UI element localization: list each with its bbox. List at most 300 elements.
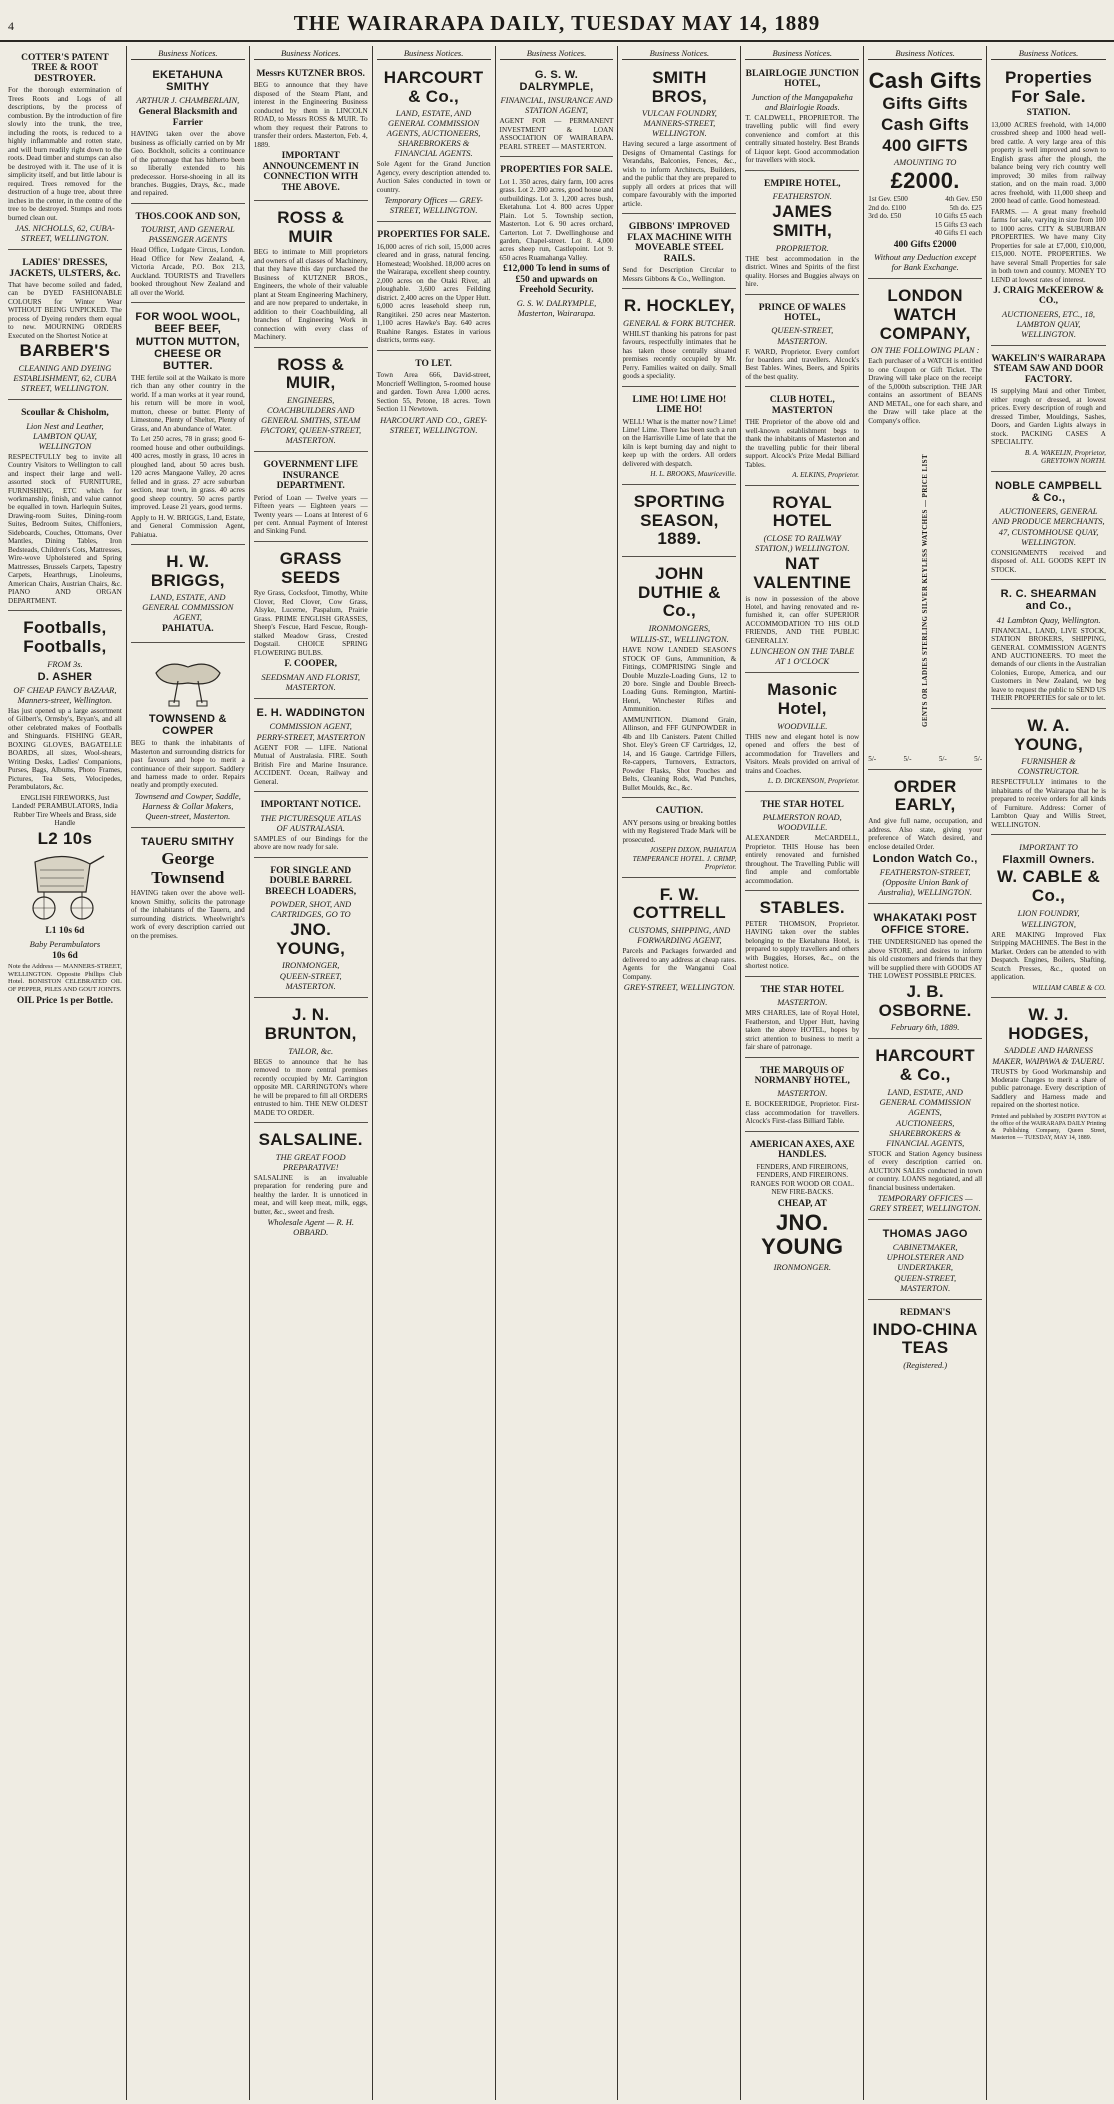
column-header: Business Notices. xyxy=(254,48,368,60)
ad-subtitle: (CLOSE TO RAILWAY STATION,) WELLINGTON. xyxy=(755,533,850,554)
ad-list: ENGLISH FIREWORKS, Just Landed! PERAMBULATORS, India Rubber Tire Wheels and Brass, side Handle xyxy=(11,793,118,828)
ad-subtitle-2: AUCTIONEERS, SHAREBROKERS & FINANCIAL AGENTS, xyxy=(886,1117,965,1148)
printer-imprint: Printed and published by JOSEPH PAYTON at the office of the WAIRARAPA DAILY Printing & Publishing Company, Queen Street, Masterton — TUESDAY, MAY 14, 1889. xyxy=(991,1113,1106,1142)
ad-body: HAVE NOW LANDED SEASON'S STOCK OF Guns, Ammunition, & Fittings, COMPRISING Single and Double Muzzle-Loading Guns, 12 to 20 bore. Single and Double Breech-Loading Guns. Remington, Martini-Henri, Winchester Rifles and Ammunition. xyxy=(622,646,737,714)
column-header: Business Notices. xyxy=(868,48,982,60)
ad-name: BARBER'S xyxy=(19,341,111,361)
ad-name: W. CABLE & Co., xyxy=(996,867,1101,905)
ad-role: General Blacksmith and Farrier xyxy=(138,107,238,128)
ad-subtitle: ENGINEERS, COACHBUILDERS AND GENERAL SMITHS, STEAM FACTORY, QUEEN-STREET, MASTERTON. xyxy=(260,395,362,446)
ad-title: SMITH BROS, xyxy=(651,68,708,106)
ad-name: J. CRAIG McKEEROW & CO., xyxy=(993,286,1104,307)
ad-body: BEG to thank the inhabitants of Masterton and surrounding districts for past favours and hope to merit a continuance of their support. Saddlery and harness made to order. Repairs neatly and promptly executed. xyxy=(130,739,245,790)
ad-brunton-tailor xyxy=(254,1001,368,1123)
ad-harcourt-properties xyxy=(377,225,491,350)
ad-title: J. N. BRUNTON, xyxy=(264,1005,357,1044)
column-header: Business Notices. xyxy=(745,48,859,60)
newspaper-title: THE WAIRARAPA DAILY, TUESDAY MAY 14, 1889 xyxy=(293,11,821,35)
ad-subtitle: AUCTIONEERS, GENERAL AND PRODUCE MERCHANTS, xyxy=(992,505,1105,526)
ad-oil-price: OIL Price 1s per Bottle. xyxy=(16,995,113,1006)
ad-body: E. BOCKEERIDGE, Proprietor. First-class accommodation for travellers. Alcock's First-class Billiard Table. xyxy=(745,1100,860,1126)
ad-signature: JOSEPH DIXON, PAHIATUA TEMPERANCE HOTEL. J. CRIMP, Proprietor. xyxy=(632,846,737,872)
ad-title: GOVERNMENT LIFE INSURANCE DEPARTMENT. xyxy=(263,460,358,492)
ad-body: THIS new and elegant hotel is now opened and offers the best of accommodation for Travellers and Visitors. Meals provided on arrival of trains and Coaches. xyxy=(745,732,860,775)
ad-prince-of-wales xyxy=(745,298,859,388)
ad-title: SPORTING SEASON, 1889. xyxy=(633,491,725,549)
ad-london-watch xyxy=(868,282,982,769)
ad-title: F. W. COTTRELL xyxy=(632,884,726,923)
ad-title: Footballs, Footballs, xyxy=(23,618,107,656)
ad-government-life xyxy=(254,455,368,542)
ad-body: THE fertile soil at the Waikato is more rich than any other country in the world. If a man works at it year round, his return will be more in wool, mutton, cheese or butter. Plenty of Limestone, Plenty of Shelter, Plenty of Grass, and An abundance of Water. xyxy=(130,373,245,433)
ad-title: TAUERU SMITHY xyxy=(141,836,235,849)
ad-empire-hotel xyxy=(745,174,859,295)
ad-body: HAVING taken over the above well-known Smithy, solicits the patronage of the inhabitants of the Taueru, and surrounding districts. Wheelwright's work of every description carried out on the premises. xyxy=(130,889,245,940)
ad-picturesque-atlas xyxy=(254,795,368,857)
gift-amount: £2000. xyxy=(890,168,960,194)
ad-footballs xyxy=(8,614,122,1013)
ad-title: WAKELIN'S WAIRARAPA STEAM SAW AND DOOR FACTORY. xyxy=(991,353,1106,385)
gift-row: 15 Gifts £3 each xyxy=(934,220,983,229)
ad-subtitle: LAND, ESTATE, AND GENERAL COMMISSION AGENT, xyxy=(142,592,234,623)
ad-title: THOS.COOK AND SON, xyxy=(135,211,241,222)
price-cell: 5/- xyxy=(974,755,983,764)
ad-title: THE STAR HOTEL xyxy=(760,984,844,995)
ad-title: BLAIRLOGIE JUNCTION HOTEL, xyxy=(745,69,859,90)
ad-townsend-cowper xyxy=(131,646,245,828)
column-2 xyxy=(127,46,250,2100)
ad-role: IRONMONGER. xyxy=(773,1261,831,1272)
ad-thomas-jago xyxy=(868,1223,982,1300)
ad-body: SALSALINE is an invaluable preparation for rendering pure and healthy the larder. It is unnoticed in meat, and will keep meat, milk, eggs, butter, &c., sweet and fresh. xyxy=(253,1173,368,1216)
ad-body: BEG to announce that they have disposed of the Steam Plant, and interest in the Engineering Business conducted by them in LINCOLN ROAD, to Messrs ROSS & MUIR. To whom they request their Patrons to transfer their orders. Masterton, Feb. 4, 1889. xyxy=(253,81,368,149)
ad-subtitle: TAILOR, &c. xyxy=(288,1045,334,1056)
saddle-illustration xyxy=(131,653,245,709)
ad-title: EMPIRE HOTEL, xyxy=(764,178,841,189)
ad-body: Head Office, Ludgate Circus, London. Head Office for New Zealand, 4, Victoria Arcade, P.O. Box 213, Auckland. TOURISTS and Travellers booked throughout New Zealand and all over the World. xyxy=(130,246,245,297)
ad-body: WELL! What is the matter now? Lime! Lime! Lime. There has been such a run on the Harrisville Lime of late that the kiln is kept burning day and night to keep up with the orders. All orders delivered with despatch. xyxy=(622,417,737,468)
amount-label: AMOUNTING TO xyxy=(893,157,957,168)
ad-subtitle: Junction of the Mangapakeha and Blairlogie Roads. xyxy=(751,91,853,112)
column-9 xyxy=(987,46,1110,2100)
ad-gibbons-flax xyxy=(622,217,736,289)
ad-notice: IMPORTANT ANNOUNCEMENT IN CONNECTION WITH THE ABOVE. xyxy=(262,151,359,193)
ad-sporting-season xyxy=(622,488,736,557)
ad-title: THE MARQUIS OF NORMANBY HOTEL, xyxy=(754,1065,850,1087)
ad-title: PRINCE OF WALES HOTEL, xyxy=(758,302,846,324)
ad-address: QUEEN-STREET, MASTERTON. xyxy=(279,971,342,992)
ad-eketahuna-smithy xyxy=(131,64,245,204)
ad-place: PAHIATUA. xyxy=(162,624,214,635)
newspaper-columns xyxy=(4,46,1110,2100)
ad-cash-gifts xyxy=(868,64,982,279)
ad-subtitle: STATION. xyxy=(1026,108,1071,119)
ad-harcourt-2 xyxy=(868,1042,982,1220)
ad-body: RESPECTFULLY beg to invite all Country Visitors to Wellington to call and inspect their large and well-assorted stock of FURNITURE, FURNISHING, ETC which for workmanship, finish, and value cannot be equalled in town. Harlequin Suites, Drawing-room Suites, Dining-room Suites, Bedroom Suites, Chiffoniers, Sideboards, Couches, Ottomans, Over Mantles, Dining Tables, Iron Bedsteads, Children's Cots, Mattresses, Wire-wove Upholstered and Spring Mattresses, Brussels Carpets, Tapestry Carpets, Hearthrugs, Linoleums, American Chairs, Austrian Chairs, &c. PIANO AND ORGAN DEPARTMENT. xyxy=(8,452,122,605)
column-6 xyxy=(618,46,741,2100)
ad-order-early xyxy=(868,773,982,904)
ad-name: JNO. YOUNG xyxy=(761,1210,844,1260)
gift-row: 1st Gev. £500 4th Gev. £50 xyxy=(868,195,983,204)
ad-masonic-hotel xyxy=(745,676,859,791)
ad-title: H. W. BRIGGS, xyxy=(150,552,225,590)
ad-body: SAMPLES of our Bindings for the above are now ready for sale. xyxy=(253,834,368,852)
ad-wakelin-sawmill xyxy=(991,349,1106,472)
ad-body: Town Area 666, David-street, Moncrieff Wellington, 5-roomed house and garden. Town Area 1,000 acres. Section 55, Petone, 18 acres. Town Section 11 Newtown. xyxy=(376,371,491,414)
ad-name: D. ASHER xyxy=(37,670,93,683)
ad-address: TEMPORARY OFFICES — GREY STREET, WELLINGTON. xyxy=(869,1193,981,1214)
ad-body: T. CALDWELL, PROPRIETOR. The travelling public will find every convenience and comfort at this centrally situated hostelry. Best Brands of Liquor kept. Good accommodation for travellers with stock. xyxy=(745,113,860,165)
ad-subtitle: MASTERTON. xyxy=(777,997,828,1008)
ad-subtitle: Lion Nest and Leather, LAMBTON QUAY, WELLINGTON xyxy=(26,420,104,451)
ad-dalrymple-properties xyxy=(500,160,614,324)
ad-name: NAT VALENTINE xyxy=(753,554,852,592)
ad-title: EKETAHUNA SMITHY xyxy=(152,69,224,94)
column-header: Business Notices. xyxy=(500,48,614,60)
ad-flaxmill-owners xyxy=(991,838,1106,998)
gift-list xyxy=(868,195,982,237)
ad-title: TOWNSEND & COWPER xyxy=(148,712,227,737)
gift-count: 400 GIFTS xyxy=(882,135,969,155)
ad-body: ALEXANDER McCARDELL, Proprietor. THIS House has been entirely renovated and furnished throughout. The Travelling Public will find ample and comfortable accommodation. xyxy=(745,834,860,885)
ad-briggs xyxy=(131,548,245,643)
price-list-text: GENTS OR LADIES STERLING SILVER KEYLESS WATCHES — PRICE LIST xyxy=(920,453,929,727)
ad-note: Apply to H. W. BRIGGS, Land, Estate, and General Commission Agent, Pahiatua. xyxy=(130,513,245,539)
ad-address: Temporary Offices — GREY-STREET, WELLINGTON. xyxy=(384,195,483,216)
ad-footer: Note the Address — MANNERS-STREET, WELLINGTON. Opposite Phillips Club Hotel. BONISTON CELEBRATED OIL OF PEPPER, PILES AND GOUT JOINTS. xyxy=(8,963,122,994)
ad-subtitle: INDO-CHINA TEAS xyxy=(872,1319,978,1358)
ad-role: LION FOUNDRY, xyxy=(1017,907,1080,918)
ad-shearman xyxy=(991,583,1106,709)
ad-body: 16,000 acres of rich soil, 15,000 acres cleared and in grass, natural fencing. Homestead; Woolshed. 18,000 acres on the Wairarapa, excellent sheep country. 2,000 acres on the Otaki River, all ploughable. 3,600 acres Feilding district. 2,400 acres on the Upper Hutt. 6,000 acres leasehold sheep run, Rangitikei. 250 acres near Masterton. 1,100 acres Hawke's Bay. 640 acres Ruahine Ranges. Estates in various districts, terms easy. xyxy=(376,242,491,345)
ad-star-hotel-woodville xyxy=(745,795,859,891)
ad-body: Parcels and Packages forwarded and delivered to any address at cheap rates. Agents for the Wanganui Coal Company. xyxy=(622,947,737,981)
column-1 xyxy=(4,46,127,2100)
ad-thos-cook xyxy=(131,207,245,303)
ad-body: is now in possession of the above Hotel, and having renovated and re-furnished it, can offer SUPERIOR ACCOMMODATION TO HIS OLD FRIENDS, AND THE PUBLIC GENERALLY. xyxy=(745,594,860,645)
ad-tree-destroyer xyxy=(8,48,122,250)
column-4 xyxy=(373,46,496,2100)
ad-notes: FARMS. — A great many freehold farms for sale, varying in size from 100 to 1000 acres. CITY & SUBURBAN PROPERTIES. We have many City Properties for sale at £7,000, £10,000, £15,000. NOTE. PROPERTIES. We have several Small Properties for sale in both town and country. MONEY TO LEND at lowest rates of interest. xyxy=(991,207,1106,284)
ad-body: FENDERS, AND FIREIRONS, FENDERS, AND FIREIRONS. RANGES FOR WOOD OR COAL. NEW FIRE-BACKS. xyxy=(750,1162,855,1197)
ad-subtitle: MASTERTON. xyxy=(777,1088,828,1099)
ad-title: NOBLE CAMPBELL & Co., xyxy=(995,479,1102,504)
ad-subtitle: ON THE FOLLOWING PLAN : xyxy=(870,345,980,356)
ad-title: JOHN DUTHIE & Co., xyxy=(638,563,721,621)
ad-title: HARCOURT & Co., xyxy=(875,1046,975,1084)
ad-price-3: L1 10s 6d xyxy=(45,926,85,937)
ad-title: LIME HO! LIME HO! LIME HO! xyxy=(632,394,727,416)
ad-subtitle: IRONMONGERS, xyxy=(648,623,711,634)
price-cell: 5/- xyxy=(938,755,947,764)
ad-blairlogie-hotel xyxy=(745,64,859,171)
ad-subtitle: OF CHEAP FANCY BAZAAR, Manners-street, Wellington. xyxy=(13,684,117,705)
price-row xyxy=(868,755,982,763)
ad-role: PROPRIETOR. xyxy=(775,242,829,253)
ad-subtitle: VULCAN FOUNDRY, MANNERS-STREET, WELLINGTON. xyxy=(641,108,717,139)
ad-subtitle: PALMERSTON ROAD, WOODVILLE. xyxy=(762,812,842,833)
ad-title: W. J. HODGES, xyxy=(1008,1005,1089,1043)
ad-footer: HARCOURT AND CO., GREY-STREET, WELLINGTON. xyxy=(380,414,488,435)
ad-noble-campbell xyxy=(991,475,1106,581)
ad-title: PROPERTIES FOR SALE. xyxy=(500,165,613,176)
ad-body: FINANCIAL, LAND, LIVE STOCK, STATION BROKERS, SHIPPING, GENERAL COMMISSION AGENTS AND AUCTIONEERS. TO meet the demands of our clients in the Australian Colonies, Europe, America, and our Customers in New Zealand, we beg leave to request the public to SEND US THEIR PROPERTIES for sale or to let. xyxy=(991,626,1106,703)
ad-body: BEG to intimate to Mill proprietors and owners of all classes of Machinery, that they have this day purchased the Business of KUTZNER BROS., Engineers, the whole of their valuable plant at Steam Engineering Machinery, and are now prepared to undertake, in addition to their Coachbuilding, all branches of Engineering Work in connection with every class of Machinery. xyxy=(253,248,368,342)
ad-body: AGENT FOR — PERMANENT INVESTMENT & LOAN ASSOCIATION OF WAIRARAPA. PEARL STREET — MASTERTON. xyxy=(499,117,614,151)
ad-name: JNO. YOUNG, xyxy=(276,920,346,958)
ad-footer: Townsend and Cowper, Saddle, Harness & Collar Makers, Queen-street, Masterton. xyxy=(134,790,241,821)
ad-smith-bros xyxy=(622,64,736,214)
ad-title: Properties For Sale. xyxy=(1005,68,1093,106)
ad-subtitle: Flaxmill Owners. xyxy=(1002,854,1095,867)
ad-ross-muir-factory xyxy=(254,351,368,452)
ad-title: FOR WOOL WOOL, BEEF BEEF, MUTTON MUTTON, CHEESE OR BUTTER. xyxy=(135,311,241,372)
column-8 xyxy=(864,46,987,2100)
ad-title: SALSALINE. xyxy=(258,1130,363,1150)
ad-body: Each purchaser of a WATCH is entitled to one Coupon or Gift Ticket. The Drawing will take place on the receipt of the 5,000th subscription. THE JAR contains an assortment of BEANS AND METAL, one for each share, and the Draw will take place at the Company's office. xyxy=(868,357,983,425)
ad-name: F. COOPER, xyxy=(284,659,338,670)
ad-subtitle: TOURIST, AND GENERAL PASSENGER AGENTS xyxy=(140,224,235,245)
ad-body: IS supplying Maui and other Timber, either rough or dressed, at lowest prices. Every description of rough and dressed Timber, Mouldings, Sashes, Doors, and Garden Lights always in stock. PACKING CASES A SPECIALITY. xyxy=(991,387,1106,447)
ad-address: QUEEN-STREET, MASTERTON. xyxy=(894,1273,957,1294)
ad-title: IMPORTANT NOTICE. xyxy=(260,800,361,811)
ad-signature: WILLIAM CABLE & CO. xyxy=(1032,983,1106,992)
ad-address: PERRY-STREET, MASTERTON xyxy=(256,731,365,742)
gift-row: 2nd do. £100 5th do. £25 xyxy=(868,203,983,212)
ad-body: ANY persons using or breaking bottles with my Registered Trade Mark will be prosecuted. xyxy=(622,818,737,844)
ad-address: CLEANING AND DYEING ESTABLISHMENT, 62, CUBA STREET, WELLINGTON. xyxy=(13,363,117,394)
ad-subtitle: THE GREAT FOOD PREPARATIVE! xyxy=(275,1151,346,1172)
ad-footer: £12,000 To lend in sums of £50 and upwards on Freehold Security. xyxy=(503,264,610,296)
ad-title: Scoullar & Chisholm, xyxy=(21,408,109,419)
ad-title: ORDER EARLY, xyxy=(893,776,957,815)
ad-body: Period of Loan — Twelve years — Fifteen years — Eighteen years — Twenty years — Loans at Interest of 6 per cent. Annual Payment of Interest and Sinking Fund. xyxy=(253,493,368,536)
ad-ross-muir xyxy=(254,204,368,348)
ad-address: WELLINGTON, xyxy=(1021,918,1076,929)
column-header: Business Notices. xyxy=(377,48,491,60)
ad-title: FOR SINGLE AND DOUBLE BARREL BREECH LOADERS, xyxy=(265,865,357,897)
masthead xyxy=(0,0,1114,42)
ad-harcourt-to-let xyxy=(377,354,491,441)
ad-properties-for-sale xyxy=(991,64,1106,346)
ad-star-hotel-masterton xyxy=(745,980,859,1058)
ad-body: And give full name, occupation, and address. Also state, giving your preference of Watch desired, and enclose detailed Order. xyxy=(868,817,983,851)
ad-title: STABLES. xyxy=(759,898,845,918)
perambulator-illustration xyxy=(8,852,122,922)
ad-signature: L. D. DICKENSON, Proprietor. xyxy=(767,777,860,786)
ad-date: February 6th, 1889. xyxy=(890,1022,960,1033)
ad-hockley xyxy=(622,292,736,387)
price-cell: 5/- xyxy=(868,755,877,764)
ad-title-2: Gifts Gifts xyxy=(882,94,968,114)
ad-body: STOCK and Station Agency business of every description carried on. AUCTION SALES conducted in town or country. LOANS negotiated, and all financial business undertaken. xyxy=(868,1149,983,1192)
ad-title: ROSS & MUIR xyxy=(277,208,345,246)
ad-wool-beef xyxy=(131,306,245,545)
ad-title-3: Cash Gifts xyxy=(881,114,970,134)
ad-subtitle: GENERAL & FORK BUTCHER. xyxy=(623,317,736,328)
column-3 xyxy=(250,46,373,2100)
ad-body: TRUSTS by Good Workmanship and Moderate Charges to merit a share of public patronage. Every description of Saddlery and Harness made and repaired on the shortest notice. xyxy=(991,1067,1106,1110)
ad-subtitle: LAND, ESTATE, AND GENERAL COMMISSION AGENTS, AUCTIONEERS, SHAREBROKERS & FINANCIAL AGENTS. xyxy=(386,108,481,159)
ad-list: AMMUNITION. Diamond Grain, Allinson, and FFF GUNPOWDER in 4lb and 1lb Canisters. Patent Chilled Shot. Eley's Green CF Cartridges, 12, 14, and 16 Gauge. Cartridge Fillers, Re-cappers, Turnovers, Extractors, Powder Flasks, Shot Pouches and Belts, Cleaning Rods, Wad Punches, Bullet Moulds, &c., &c. xyxy=(622,715,737,792)
ad-title: GIBBONS' IMPROVED FLAX MACHINE WITH MOVEABLE STEEL RAILS. xyxy=(627,222,732,264)
ad-price: FROM 3s. xyxy=(47,658,83,669)
ad-body: THE best accommodation in the district. Wines and Spirits of the first quality. Horses and Buggies always on hire. xyxy=(745,254,860,289)
ad-body: Send for Description Circular to Messrs Gibbons & Co., Wellington. xyxy=(622,266,737,283)
ad-address: SEEDSMAN AND FLORIST, MASTERTON. xyxy=(261,671,361,692)
ad-name: ARTHUR J. CHAMBERLAIN, xyxy=(136,95,240,106)
ad-title: CLUB HOTEL, MASTERTON xyxy=(769,395,835,416)
ad-price-2: L2 10s xyxy=(37,828,93,848)
ad-body: That have become soiled and faded, can be DYED FASHIONABLE COLOURS for Winter Wear WITHOUT BEING UNPICKED. The process of Dyeing renders them equal to new. MOURNING ORDERS Executed on the Shortest Notice at xyxy=(8,280,122,340)
gift-total: 400 Gifts £2000 xyxy=(893,239,957,250)
ad-title: GRASS SEEDS xyxy=(279,548,342,587)
ad-address: AUCTIONEERS, ETC., 18, LAMBTON QUAY, WELLINGTON. xyxy=(1002,308,1096,339)
price-cell: 5/- xyxy=(903,755,912,764)
ad-barber-dyeing xyxy=(8,253,122,400)
ad-subtitle: CUSTOMS, SHIPPING, AND FORWARDING AGENT, xyxy=(628,925,731,946)
ad-signature: B. A. WAKELIN, Proprietor, GREYTOWN NORTH. xyxy=(1024,448,1106,466)
column-5 xyxy=(496,46,619,2100)
ad-hodges-saddle xyxy=(991,1001,1106,1147)
ad-list: To Let 250 acres, 78 in grass; good 6-roomed house and other outbuildings. 400 acres, mostly in grass, 10 acres in ploughed land, about 50 acres bush. 120 acres Mangaone Valley, 20 acres felled and in grass. 27 acre suburban section, near town, in grass. 40 acres good sheep country. 50 acres partly improved. Lease 21 years, good terms. xyxy=(130,435,245,512)
ad-title: ROSS & MUIR, xyxy=(277,354,345,393)
ad-taueru-smithy xyxy=(131,831,245,945)
ad-subtitle: FINANCIAL, INSURANCE AND STATION AGENT, xyxy=(500,95,613,116)
ad-marquis-normanby xyxy=(745,1061,859,1132)
ad-title: TO LET. xyxy=(415,358,452,369)
ad-signature: A. ELKINS, Proprietor. xyxy=(792,471,860,480)
ad-dalrymple xyxy=(500,64,614,157)
ad-american-axes xyxy=(745,1135,859,1278)
column-header: Business Notices. xyxy=(131,48,245,60)
saddle-icon xyxy=(148,653,228,709)
ad-subtitle: COMMISSION AGENT, xyxy=(269,720,352,731)
gift-row: 40 Gifts £1 each xyxy=(934,229,983,238)
ad-cheap: CHEAP, AT xyxy=(777,1198,827,1209)
ad-title: COTTER'S PATENT TREE & ROOT DESTROYER. xyxy=(21,53,109,84)
ad-title: PROPERTIES FOR SALE. xyxy=(377,230,490,241)
column-7 xyxy=(741,46,864,2100)
ad-title: E. H. WADDINGTON xyxy=(256,706,365,719)
ad-name: London Watch Co., xyxy=(872,853,978,866)
ad-address: 41 Lambton Quay, Wellington. xyxy=(996,614,1101,625)
ad-waddington xyxy=(254,702,368,793)
ad-title: LADIES' DRESSES, JACKETS, ULSTERS, &c. xyxy=(9,258,121,279)
ad-subtitle: THE PICTURESQUE ATLAS OF AUSTRALASIA. xyxy=(260,812,361,833)
watch-price-list xyxy=(868,425,982,763)
ad-title: W. A. YOUNG, xyxy=(1014,715,1083,754)
ad-title: HARCOURT & Co., xyxy=(383,68,484,106)
ad-subtitle: WOODVILLE. xyxy=(777,720,828,731)
ad-scoullar-chisholm xyxy=(8,403,122,611)
ad-title: R. HOCKLEY, xyxy=(623,296,735,316)
perambulator-icon xyxy=(20,852,110,922)
ad-title: ROYAL HOTEL xyxy=(772,492,832,531)
ad-royal-hotel xyxy=(745,489,859,674)
ad-body: Rye Grass, Cocksfoot, Timothy, White Clover, Red Clover, Cow Grass, Alsyke, Lucerne, Paspalum, Prairie Grass. PRIME ENGLISH GRASSES, Sheep's Fescue, Hard Fescue, Rough-stalked Meadow Grass, Crested Dogstail. CHOICE SPRING FLOWERING BULBS. xyxy=(253,589,368,657)
ad-footer: LUNCHEON ON THE TABLE AT 1 O'CLOCK xyxy=(750,646,855,667)
page-number: 4 xyxy=(8,19,14,33)
ad-title: WHAKATAKI POST OFFICE STORE. xyxy=(873,912,977,937)
ad-subtitle: CABINETMAKER, UPHOLSTERER AND UNDERTAKER, xyxy=(886,1242,964,1273)
ad-body: ARE MAKING Improved Flax Stripping MACHINES. The Best in the Market. Orders can be attended to with Despatch. Engines, Boilers, Shafting, Scutch Presses, &c., quoted on application. xyxy=(991,930,1106,982)
ad-body: THE Proprietor of the above old and well-known establishment begs to thank the inhabitants of Masterton and the travelling public for their liberal support. Alcock's Prize Medal Billiard Tables. xyxy=(745,418,860,469)
ad-subtitle: FEATHERSTON. xyxy=(772,191,832,202)
ad-body: Has just opened up a large assortment of Gilbert's, Ormsby's, Bryan's, and all other celebrated makes of Footballs and Shinguards. FISHING GEAR, BOXING GLOVES, BAGATELLE BOARDS, all sizes, Wool-shears, Writing Desks, Ladies' Companions, Purses, Bags, Albums, Photo Frames, Pictures, Tea Sets, Velocipedes, Perambulators, &c. xyxy=(8,706,122,792)
ad-subtitle: QUEEN-STREET, MASTERTON. xyxy=(771,325,834,346)
ad-title: AMERICAN AXES, AXE HANDLES. xyxy=(749,1139,855,1161)
column-header: Business Notices. xyxy=(991,48,1106,60)
ad-signature: H. L. BROOKS, Mauriceville. xyxy=(650,470,737,479)
ad-cottrell xyxy=(622,881,736,998)
ad-body: For the thorough extermination of Trees Roots and Logs of all descriptions, by the process of combustion. By the introduction of fire slowly into the trunk, the tree, including the roots, is reduced to a highly inflammable and rotten state, and will burn readily right down to the roots. Dead timber and stumps can also be destroyed with it. The use of it is simplicity itself, and but little labour is required. Trees removed for the destruction of a huge tree, about three inches in the center, in the centre of the tree to be destroyed. Stumps and roots burned clean out. xyxy=(8,86,122,222)
ad-subtitle: SADDLE AND HARNESS MAKER, WAIPAWA & TAUERU. xyxy=(992,1045,1105,1066)
ad-body: Having secured a large assortment of Designs of Ornamental Castings for Verandahs, Balconies, Fences, &c., wish to inform Architects, Builders, and the public that they are prepared to supply all orders at prices that will compare favourably with the imported article. xyxy=(622,140,737,208)
ad-body: WHILST thanking his patrons for past favours, respectfully intimates that he has taken those centrally situated premises recently occupied by Mr. Perry. Families waited on daily. Small goods a speciality. xyxy=(622,329,737,381)
ad-role: IRONMONGER, xyxy=(282,960,340,971)
ad-name: George Townsend xyxy=(151,849,225,887)
ad-body: HAVING taken over the above business as officially carried on by Mr Geo. Bockholt, solicits a continuance of the patronage that has hitherto been so liberally extended to his predecessor. Horse-shoeing in all its branches. Buggies, Drays, &c., made and repaired. xyxy=(130,130,245,198)
ad-body: BEGS to announce that he has removed to more central premises recently occupied by Mr. Carrington opposite MR. CARRINGTON's where he will be prepared to fill all ORDERS entrusted to him. THE NEW OLDEST MADE TO ORDER. xyxy=(253,1057,368,1117)
ad-wa-young xyxy=(991,712,1106,835)
ad-breech-loaders xyxy=(254,861,368,999)
ad-harcourt xyxy=(377,64,491,222)
ad-address: GREY-STREET, WELLINGTON. xyxy=(623,981,735,992)
ad-note: Baby Perambulators xyxy=(29,938,101,949)
ad-body: MRS CHARLES, late of Royal Hotel, Featherston, and Upper Hutt, having taken the above HOTEL, hopes by strict attention to business to merit a fair share of patronage. xyxy=(745,1009,860,1052)
ad-address: 47, CUSTOMHOUSE QUAY, WELLINGTON. xyxy=(998,526,1099,547)
ad-agent: G. S. W. DALRYMPLE, Masterton, Wairarapa. xyxy=(516,297,597,318)
ad-address: FEATHERSTON-STREET, (Opposite Union Bank of Australia), WELLINGTON. xyxy=(878,867,972,898)
ad-note: (Registered.) xyxy=(903,1360,948,1371)
ad-title: G. S. W. DALRYMPLE, xyxy=(519,69,594,94)
ad-subtitle: FURNISHER & CONSTRUCTOR. xyxy=(1017,756,1080,777)
ad-subtitle: LAND, ESTATE, AND GENERAL COMMISSION AGENTS, xyxy=(879,1086,971,1117)
ad-body: 13,000 ACRES freehold, with 14,000 crossbred sheep and 1000 head well-bred cattle. A very large area of this property is well improved and sown to English grass after the plough, the balance being very rich country well improved; 30 miles from railway station, and on the main road. 3,000 acres freehold, with 11,000 sheep and 2000 head of cattle. Good homestead. xyxy=(991,120,1106,206)
ad-title: Cash Gifts xyxy=(868,68,982,94)
ad-body: F. WARD, Proprietor. Every comfort for boarders and travellers. Alcock's Best Tables. Wines, Beers, and Spirits of the best quality. xyxy=(745,347,860,381)
ad-footer: Wholesale Agent — R. H. OBBARD. xyxy=(267,1217,355,1238)
ad-title: THOMAS JAGO xyxy=(882,1228,968,1241)
ad-title: CAUTION. xyxy=(655,806,703,817)
ad-body: THE UNDERSIGNED has opened the above STORE, and desires to inform his old customers and friends that they will be supplied there with GOODS AT THE LOWEST POSSIBLE PRICES. xyxy=(868,938,983,981)
ad-whakataki-store xyxy=(868,907,982,1039)
ad-body: PETER THOMSON, Proprietor. HAVING taken over the stables belonging to the Eketahuna Hotel, is prepared to supply travellers and others with Buggies, Horses, &c., on the shortest notice. xyxy=(745,919,860,971)
ad-redmans-teas xyxy=(868,1303,982,1376)
ad-body: Sole Agent for the Grand Junction Agency, every description attended to. Auction Sales conducted in town or country. xyxy=(376,160,491,194)
gift-note: Without any Deduction except for Bank Exchange. xyxy=(874,252,977,273)
ad-title: Messrs KUTZNER BROS. xyxy=(256,69,365,80)
ad-title: THE STAR HOTEL xyxy=(760,799,844,810)
ad-subtitle: POWDER, SHOT, AND CARTRIDGES, GO TO xyxy=(270,898,352,919)
ad-title: LONDON WATCH COMPANY, xyxy=(879,286,971,343)
ad-body: Lot 1. 350 acres, dairy farm, 100 acres grass. Lot 2. 200 acres, good house and outbuildings. Lot 3. 1,200 acres bush, Eketahuna. Lot 4. 800 acres Upper Plain. Lot 5. Township section, Masterton. Lot 6. 90 acres orchard, Carterton. Lot 7. Dwellinghouse and garden, Chapel-street. Lot 8. 4,000 acres sheep run, Castlepoint. Lot 9. 650 acres Ruamahanga Valley. xyxy=(499,177,614,262)
ad-agent: JAS. NICHOLLS, 62, CUBA-STREET, WELLINGTON. xyxy=(15,223,115,244)
gift-row: 3rd do. £50 10 Gifts £5 each xyxy=(868,212,983,221)
ad-address: WILLIS-ST., WELLINGTON. xyxy=(629,634,729,645)
ad-title: R. C. SHEARMAN and Co., xyxy=(1000,588,1097,613)
column-header: Business Notices. xyxy=(622,48,736,60)
ad-salsaline xyxy=(254,1126,368,1243)
ad-name: J. B. OSBORNE. xyxy=(878,981,972,1020)
ad-caution xyxy=(622,801,736,877)
ad-name: JAMES SMITH, xyxy=(772,202,833,240)
ad-body: RESPECTFULLY intimates to the inhabitants of the Wairarapa that he is prepared to receive orders for all kinds of Furniture. Address: Corner of Lambton Quay and Willis Street, WELLINGTON. xyxy=(991,778,1106,829)
ad-lime xyxy=(622,390,736,485)
ad-club-hotel xyxy=(745,390,859,485)
ad-price-4: 10s 6d xyxy=(52,950,78,961)
